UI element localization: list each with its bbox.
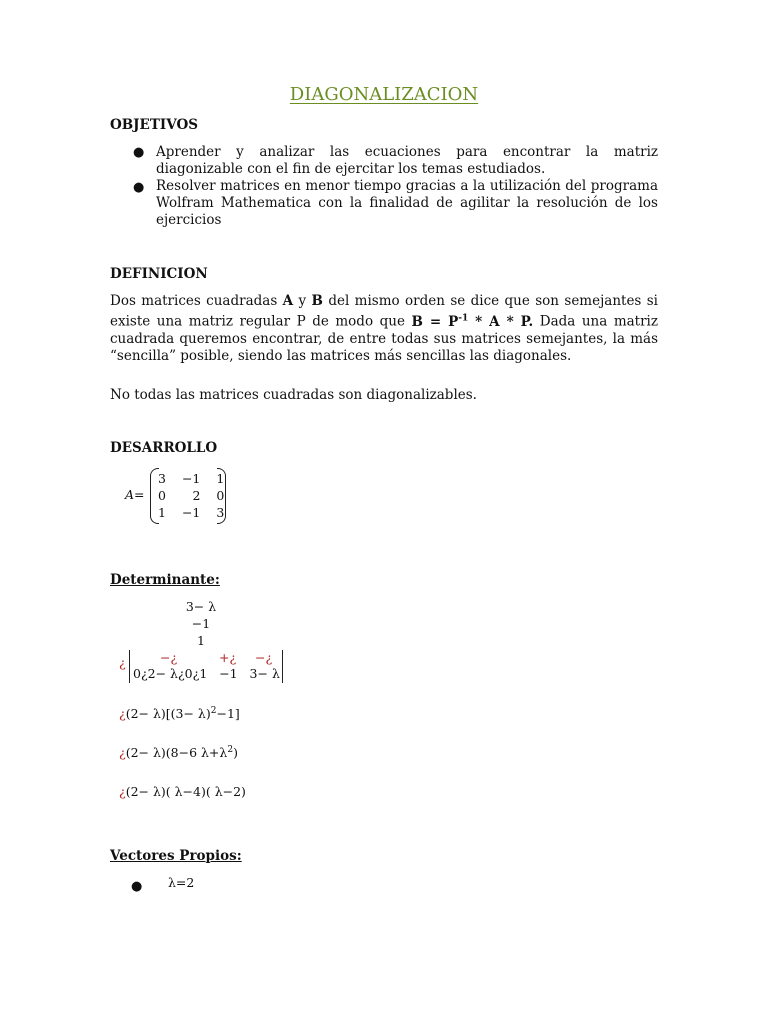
- stack-line: −1: [191, 616, 211, 631]
- expansion-text: (2− λ)(8−6 λ+λ: [125, 745, 228, 761]
- bullet-icon: ●: [133, 145, 145, 160]
- similarity-formula: [411, 314, 533, 330]
- determinant-left-bar: [129, 650, 130, 683]
- definicion-note: No todas las matrices cuadradas son diagonalizables.: [110, 387, 477, 403]
- cofactor-sign: −¿: [255, 650, 273, 665]
- inv-question-mark: ¿: [119, 784, 126, 799]
- bullet-icon: ●: [131, 879, 143, 894]
- eigenvalue-item: λ=2: [168, 875, 195, 890]
- desarrollo-heading: DESARROLLO: [110, 440, 218, 456]
- objetivo-item-1: Aprender y analizar las ecuaciones para encontrar la matriz diagonizable con el fin de ejercitar los temas estudiados.: [156, 144, 658, 177]
- page-title: DIAGONALIZACION: [289, 84, 479, 105]
- definicion-text-c: Dada una matriz cuadrada queremos encontrar, de entre todas sus matrices semejantes, la más “sencilla” posible, siendo las matrices más sencillas las diagonales.: [110, 313, 658, 364]
- expansion-text: −1]: [216, 706, 240, 722]
- determinant-prefix: ¿: [119, 655, 126, 670]
- definicion-text-y: y: [293, 293, 312, 309]
- matrix-row: [150, 504, 232, 521]
- matrix-cell: 3: [158, 471, 166, 486]
- matrix-b-label: B: [311, 293, 323, 309]
- determinant-stack: [170, 598, 232, 649]
- objetivos-heading: OBJETIVOS: [110, 117, 198, 133]
- expansion-text: ): [233, 745, 238, 761]
- expansion-exponent: 2: [227, 745, 234, 755]
- equals-sign: =: [134, 487, 145, 502]
- expansion-text: (2− λ)[(3− λ): [125, 706, 211, 722]
- determinant-right-bar: [282, 650, 283, 683]
- matrix-row: [150, 487, 232, 504]
- matrix-table: [150, 470, 232, 521]
- definicion-paragraph: [110, 293, 658, 365]
- formula-part-b: * A * P.: [468, 313, 534, 330]
- objetivo-item-2: Resolver matrices en menor tiempo gracias a la utilización del programa Wolfram Mathematica con la finalidad de agilitar la resolución de los ejercicios: [156, 178, 658, 228]
- matrix-cell: 3: [216, 505, 225, 520]
- definicion-heading: DEFINICION: [110, 266, 208, 282]
- stack-line: 1: [197, 633, 205, 648]
- stack-line: 3− λ: [185, 599, 217, 614]
- matrix-row: [150, 470, 232, 487]
- matrix-cell: 1: [216, 471, 225, 486]
- matrix-cell: −1: [181, 505, 201, 520]
- matrix-a: [150, 468, 226, 522]
- bullet-icon: ●: [133, 180, 145, 195]
- cofactor-sign: +¿: [219, 650, 237, 665]
- inv-question-mark: ¿: [119, 745, 126, 761]
- vectores-heading: Vectores Propios:: [110, 848, 242, 864]
- expansion-line-3: [119, 784, 246, 799]
- definicion-text-b: del mismo orden se dice que son semejantes si existe una matriz regular P de modo que: [110, 293, 658, 330]
- formula-exponent: -1: [458, 313, 469, 323]
- determinant-bottom-row: 0¿2− λ¿0¿1 −1 3− λ: [133, 666, 280, 681]
- formula-part-a: B = P: [411, 313, 459, 330]
- expansion-text: (2− λ)( λ−4)( λ−2): [125, 784, 246, 799]
- expansion-line-2: [119, 745, 238, 760]
- matrix-cell: −1: [181, 471, 201, 486]
- expansion-line-1: [119, 706, 240, 721]
- expansion-exponent: 2: [210, 706, 217, 716]
- matrix-equation-label: [125, 487, 145, 502]
- matrix-cell: 2: [192, 488, 201, 503]
- determinante-heading: Determinante:: [110, 572, 220, 588]
- inv-question-mark: ¿: [119, 706, 126, 722]
- matrix-symbol: A: [125, 487, 135, 502]
- definicion-text-a: Dos matrices cuadradas: [110, 293, 283, 309]
- cofactor-sign: −¿: [160, 650, 178, 665]
- matrix-cell: 0: [158, 488, 166, 503]
- matrix-cell: 0: [216, 488, 225, 503]
- matrix-cell: 1: [158, 505, 166, 520]
- matrix-a-label: A: [282, 293, 294, 309]
